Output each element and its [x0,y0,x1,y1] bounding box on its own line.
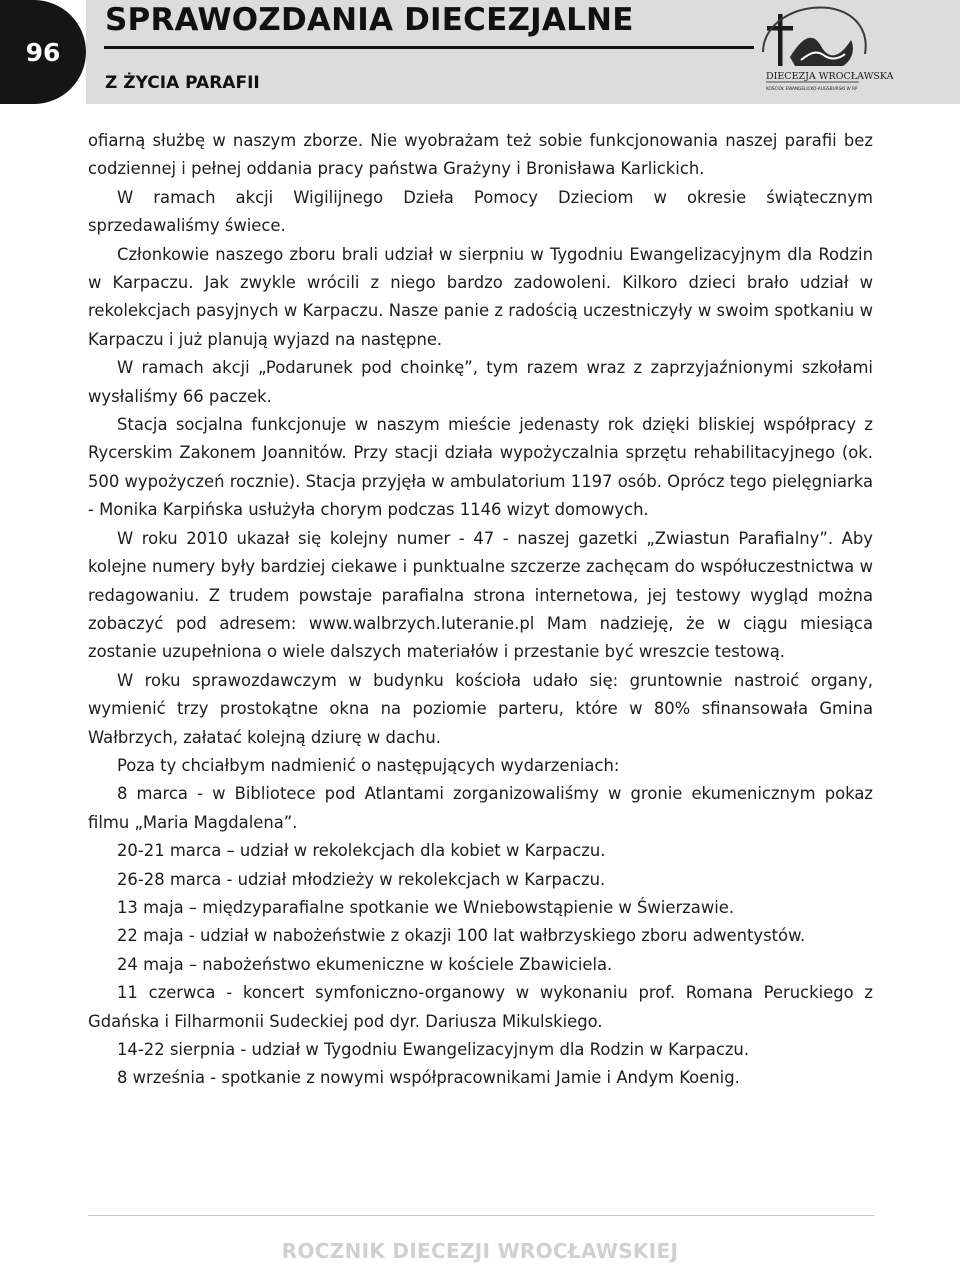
paragraph: ofiarną służbę w naszym zborze. Nie wyobrażam też sobie funkcjonowania naszej parafii bez codziennej i pełnej oddania pracy państwa Grażyny i Bronisława Karlickich. [88,131,873,179]
footer-divider [88,1215,874,1216]
footer-publication-title: ROCZNIK DIECEZJI WROCŁAWSKIEJ [281,1239,679,1263]
event-item: 22 maja - udział w nabożeństwie z okazji 100 lat wałbrzyskiego zboru adwentystów. [117,926,806,946]
event-item: 14-22 sierpnia - udział w Tygodniu Ewangelizacyjnym dla Rodzin w Karpaczu. [117,1040,750,1059]
section-title: Z ŻYCIA PARAFII [105,73,260,93]
paragraph: Poza ty chciałbym nadmienić o następujących wydarzeniach: [117,755,620,775]
event-item: 24 maja – nabożeństwo ekumeniczne w kościele Zbawiciela. [117,954,613,974]
event-item: 8 września - spotkanie z nowymi współpracownikami Jamie i Andym Koenig. [117,1068,740,1088]
paragraph: Członkowie naszego zboru brali udział w sierpniu w Tygodniu Ewangelizacyjnym dla Rodzin w Karpaczu. Jak zwykle wrócili z niego bardzo zadowoleni. Kilkoro dzieci brało udział w rekolekcjach pasyjnych w Karpaczu. Nasze panie z radością uczestniczyły w swoim spotkaniu w Karpaczu i już planują wyjazd na następne. [88,244,873,349]
logo-name: DIECEZJA WROCŁAWSKA [766,71,894,82]
paragraph: W ramach akcji Wigilijnego Dzieła Pomocy Dzieciom w okresie świątecznym sprzedawaliśmy świece. [88,187,873,236]
dove-swoosh-icon [790,38,853,66]
paragraph: W roku 2010 ukazał się kolejny numer - 47 - naszej gazetki „Zwiastun Parafialny”. Aby kolejne numery były bardziej ciekawe i punktualne szczerze zachęcam do współuczestnictwa w redagowaniu. Z trudem powstaje parafialna strona internetowa, jej testowy wygląd można zobaczyć pod adresem: www.walbrzych.luteranie.pl Mam nadzieję, że w ciągu miesiąca zostanie uzupełniona o wiele dalszych materiałów i przestanie być wreszcie testową. [88,528,873,662]
diocese-logo [755,2,894,94]
page-title: SPRAWOZDANIA DIECEZJALNE [105,2,634,38]
event-item: 8 marca - w Bibliotece pod Atlantami zorganizowaliśmy w gronie ekumenicznym pokaz filmu „Maria Magdalena”. [88,784,873,832]
article-body [88,127,873,1093]
paragraph: W ramach akcji „Podarunek pod choinkę”, tym razem wraz z zaprzyjaźnionymi szkołami wysłaliśmy 66 paczek. [88,358,873,406]
logo-subtitle: KOŚCIÓŁ EWANGELICKO-AUGSBURSKI W RP [766,86,858,91]
event-item: 26-28 marca - udział młodzieży w rekolekcjach w Karpaczu. [117,869,606,889]
paragraph: W roku sprawozdawczym w budynku kościoła udało się: gruntownie nastroić organy, wymienić trzy prostokątne okna na poziomie parteru, które w 80% sfinansowała Gmina Wałbrzych, załatać kolejną dziurę w dachu. [88,670,873,747]
event-item: 11 czerwca - koncert symfoniczno-organowy w wykonaniu prof. Romana Peruckiego z Gdańska i Filharmonii Sudeckiej pod dyr. Dariusza Mikulskiego. [88,983,873,1031]
title-underline [104,46,754,49]
event-item: 13 maja – międzyparafialne spotkanie we Wniebowstąpienie w Świerzawie. [117,897,735,917]
page-number: 96 [0,0,86,104]
paragraph: Stacja socjalna funkcjonuje w naszym mieście jedenasty rok dzięki bliskiej współpracy z Rycerskim Zakonem Joannitów. Przy stacji działa wypożyczalnia sprzętu rehabilitacyjnego (ok. 500 wypożyczeń rocznie). Stacja przyjęła w ambulatorium 1197 osób. Oprócz tego pielęgniarka - Monika Karpińska usłużyła chorym podczas 1146 wizyt domowych. [88,415,873,520]
event-item: 20-21 marca – udział w rekolekcjach dla kobiet w Karpaczu. [117,841,606,861]
